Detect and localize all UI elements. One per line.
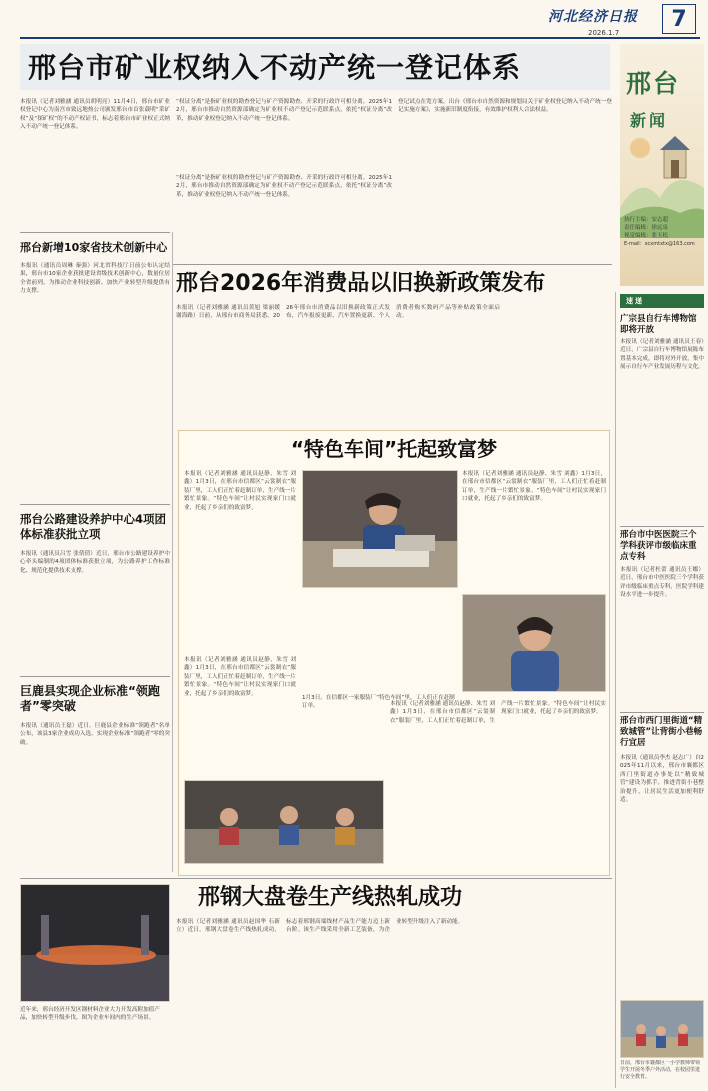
steel-headline: 邢钢大盘卷生产线热轧成功 [198, 885, 463, 910]
worker-portrait-illustration [463, 595, 606, 692]
julu-body: 本报讯（通讯员王磊）近日，巨鹿县企业标准“领跑者”名单公布，该县3家企业成功入选，实现企业标准“领跑者”零的突破。 [20, 723, 170, 746]
workshop-body-4: 本报讯（记者刘雅涵 通讯员赵静、朱雪 刘鑫）1月3日，在邢台市信都区“云裳制衣”服装厂里，工人们正忙着赶制订单，生产线一片繁忙景象。“特色车间”让村民实现家门口就业，托起了乡亲们的致富梦。 [390, 701, 606, 724]
consumer-headline: 邢台2026年消费品以旧换新政策发布 [176, 271, 546, 296]
steel-photo-caption: 近年来，邢台经济开发区钢材料企业大力开发高附加值产品，加快转型升级步伐。图为企业车间内的生产场景。 [20, 1007, 160, 1021]
sewing-worker-illustration [303, 471, 458, 588]
workshop-photo-small [462, 594, 606, 692]
tcm-headline: 邢台市中医医院三个学科获评市级临床重点专科 [620, 530, 697, 562]
workshop-photo [302, 470, 458, 588]
students-illustration [621, 1001, 704, 1058]
masthead-rule [20, 37, 700, 39]
school-photo [620, 1000, 704, 1058]
tcm-body: 本报讯（记者杜蕾 通讯员王娜）近日，邢台市中医医院三个学科获评市级临床重点专科，医院学科建设水平进一步提升。 [620, 567, 704, 599]
steel-top-rule [20, 878, 612, 879]
bicycle-headline: 广宗县自行车博物馆即将开放 [620, 314, 697, 335]
school-photo-caption: 日前，邢台市襄都区一小学教师带领学生开展冬季户外活动，在校园里进行安全教育。 [620, 1060, 701, 1080]
workshop-wide-photo [184, 780, 384, 864]
editor-line-2: 责任编辑：徐远泉 [624, 225, 669, 231]
mining-body-col3: 登记试点在宽方案，出台《邢台市自然资源和规划局关于矿业权登记纳入不动产统一登记实施方案》，实施新旧制度衔接，有效维护权利人合法权益。 [398, 99, 612, 114]
workshop-headline: “特色车间”托起致富梦 [290, 437, 498, 461]
innovation-headline: 邢台新增10家省技术创新中心 [20, 241, 168, 254]
factory-floor-illustration [185, 781, 384, 864]
editor-email: E-mail：xcxmtxtx@163.com [624, 241, 695, 247]
paper-name: 河北经济日报 [548, 9, 638, 25]
mining-body-col1: 本报讯（记者刘雅涵 通讯员胡明亮）11月4日，邢台市矿业权登记中心为南宫市致远地热公司颁发邢台市首张载明“采矿权”及“探矿权”的不动产权证书，标志着邢台市矿业权正式纳入不动产统一登记体系。 [20, 99, 170, 131]
workshop-body-2: 本报讯（记者刘雅涵 通讯员赵静、朱雪 刘鑫）1月3日，在邢台市信都区“云裳制衣”服装厂里，工人们正忙着赶制订单，生产线一片繁忙景象。“特色车间”让村民实现家门口就业，托起了乡亲们的致富梦。 [462, 471, 606, 503]
left-rule-2 [20, 504, 170, 505]
right-rule-2 [620, 712, 704, 713]
left-column-divider [172, 232, 173, 872]
express-label: 速递 [626, 297, 644, 305]
ximen-headline: 邢台市西门里街道“精致城管”让背街小巷畅行宜居 [620, 716, 703, 748]
steel-photo [20, 884, 170, 1002]
workshop-body-3: 本报讯（记者刘雅涵 通讯员赵静、朱雪 刘鑫）1月3日，在邢台市信都区“云裳制衣”服装厂里，工人们正忙着赶制订单，生产线一片繁忙景象。“特色车间”让村民实现家门口就业，托起了乡亲们的致富梦。 [184, 657, 296, 697]
highway-headline: 邢台公路建设养护中心4项团体标准获批立项 [20, 512, 167, 541]
workshop-photo-caption: 1月3日，在信都区一家服装厂“特色车间”里，工人们正在赶制订单。 [302, 695, 455, 709]
right-rule-1 [620, 526, 704, 527]
left-rule-3 [20, 676, 170, 677]
innovation-body: 本报讯（通讯员周琳 秦强）河北省科技厅日前公布认定结果，邢台市10家企业获批建设省级技术创新中心，数量位居全省前列，为推动企业科技创新、加快产业转型升级提供有力支撑。 [20, 263, 170, 295]
page-number-box [662, 4, 696, 34]
right-column-divider [615, 292, 616, 1088]
workshop-body: 本报讯（记者刘雅涵 通讯员赵静、朱雪 刘鑫）1月3日，在邢台市信都区“云裳制衣”服装厂里，工人们正忙着赶制订单，生产线一片繁忙景象。“特色车间”让村民实现家门口就业，托起了乡亲们的致富梦。 [184, 471, 296, 511]
rolling-mill-illustration [21, 885, 170, 1002]
mining-headline: 邢台市矿业权纳入不动产统一登记体系 [28, 51, 522, 84]
issue-date: 2026.1.7 [588, 29, 620, 37]
express-tag [620, 294, 704, 308]
editor-line-1: 执行主编：安志超 [624, 217, 669, 223]
bicycle-body: 本报讯（记者刘雅涵 通讯员王春）近日，广宗县自行车博物馆展陈布置基本完成，即将对外开放，集中展示自行车产业发展历程与文化。 [620, 339, 704, 371]
left-rule-1 [20, 232, 170, 233]
masthead [548, 6, 656, 36]
mining-body-col2: “权证分离”是指矿业权的勘查登记与矿产资源勘查、开采的行政许可相分离。2025年12月，邢台市推动自然资源部确定为矿业权不动产登记示范联系点，依托“权证分离”改革，推动矿业权登记纳入不动产统一登记体系。 [176, 99, 392, 122]
ximen-body: 本报讯（通讯员李杰 赵志广）自2025年11月以来，邢台市襄都区西门里街道办事处以“精致城管”建设为抓手，推进背街小巷整治提升，让居民生活更加便利舒适。 [620, 755, 704, 804]
section-title-1: 邢台 [626, 69, 681, 98]
consumer-top-rule [172, 264, 612, 265]
steel-body: 本报讯（记者刘雅涵 通讯员赵国华 石新立）近日，邢钢大盘卷生产线热轧成功，标志着邢钢高端线材产品生产能力迈上新台阶。该生产线采用全新工艺装备，为企业转型升级注入了新动能。 [176, 919, 464, 934]
mining-body-col2b: “权证分离”是指矿业权的勘查登记与矿产资源勘查、开采的行政许可相分离。2025年12月，邢台市推动自然资源部确定为矿业权不动产登记示范联系点，依托“权证分离”改革，推动矿业权登记纳入不动产统一登记体系。 [176, 175, 392, 198]
editor-line-3: 视觉编辑：张玉松 [624, 233, 669, 239]
editor-box [624, 216, 700, 248]
section-banner [620, 44, 704, 286]
julu-headline: 巨鹿县实现企业标准“领跑者”零突破 [20, 684, 160, 713]
highway-body: 本报讯（通讯员吕雪 张倩倩）近日，邢台市公路建设养护中心牵头编制的4项团体标准获批立项，为公路养护工作标准化、规范化提供技术支撑。 [20, 551, 170, 574]
consumer-body: 本报讯（记者刘雅涵 通讯员黄旭 梁丽媛 谢海路）日前，从邢台市商务局获悉，2026年邢台市消费品以旧换新政策正式发布，汽车报废更新、汽车置换更新、个人消费者购买数码产品等补贴政策全面启动。 [176, 305, 500, 320]
section-title-2: 新闻 [630, 111, 669, 130]
page-number: 7 [671, 6, 687, 32]
